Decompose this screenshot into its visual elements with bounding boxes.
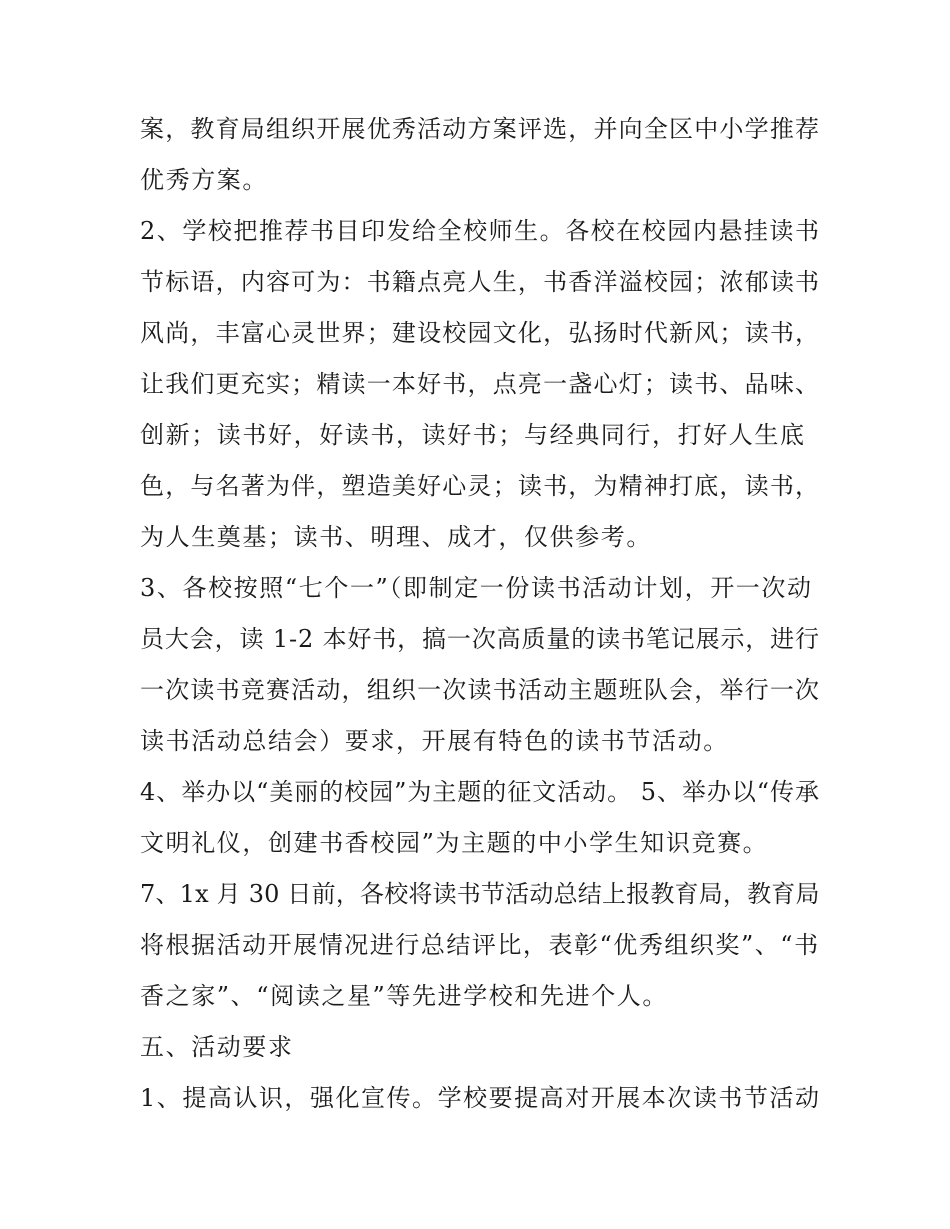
- text-line: 文明礼仪，创建书香校园”为主题的中小学生知识竞赛。: [140, 829, 769, 857]
- text-line: 为人生奠基；读书、明理、成才，仅供参考。: [140, 523, 652, 551]
- text-line: 色，与名著为伴，塑造美好心灵；读书，为精神打底，读书，: [140, 472, 821, 500]
- text-line: 1、提高认识，强化宣传。学校要提高对开展本次读书节活动: [140, 1084, 821, 1112]
- text-line: 员大会，读 1-2 本好书，搞一次高质量的读书笔记展示，进行: [140, 625, 820, 653]
- text-line: 4、举办以“美丽的校园”为主题的征文活动。 5、举办以“传承: [140, 778, 820, 806]
- text-line: 3、各校按照“七个一”（即制定一份读书活动计划，开一次动: [140, 574, 813, 602]
- text-line: 创新；读书好，好读书，读好书；与经典同行，打好人生底: [140, 421, 806, 449]
- text-line: 7、1x 月 30 日前，各校将读书节活动总结上报教育局，教育局: [140, 880, 820, 908]
- body-text: [140, 104, 820, 1124]
- text-line: 一次读书竞赛活动，组织一次读书活动主题班队会，举行一次: [140, 676, 821, 704]
- section-heading: 五、活动要求: [140, 1033, 294, 1061]
- text-line: 优秀方案。: [140, 166, 268, 194]
- text-line: 读书活动总结会）要求，开展有特色的读书节活动。: [140, 727, 729, 755]
- text-line: 让我们更充实；精读一本好书，点亮一盏心灯；读书、品味、: [140, 370, 821, 398]
- text-line: 风尚，丰富心灵世界；建设校园文化，弘扬时代新风；读书，: [140, 319, 821, 347]
- text-line: 2、学校把推荐书目印发给全校师生。各校在校园内悬挂读书: [140, 217, 821, 245]
- text-line: 香之家”、“阅读之星”等先进学校和先进个人。: [140, 982, 669, 1010]
- text-line: 案，教育局组织开展优秀活动方案评选，并向全区中小学推荐: [140, 115, 821, 143]
- text-line: 节标语，内容可为：书籍点亮人生，书香洋溢校园；浓郁读书: [140, 268, 821, 296]
- text-line: 将根据活动开展情况进行总结评比，表彰“优秀组织奖”、“书: [140, 931, 820, 959]
